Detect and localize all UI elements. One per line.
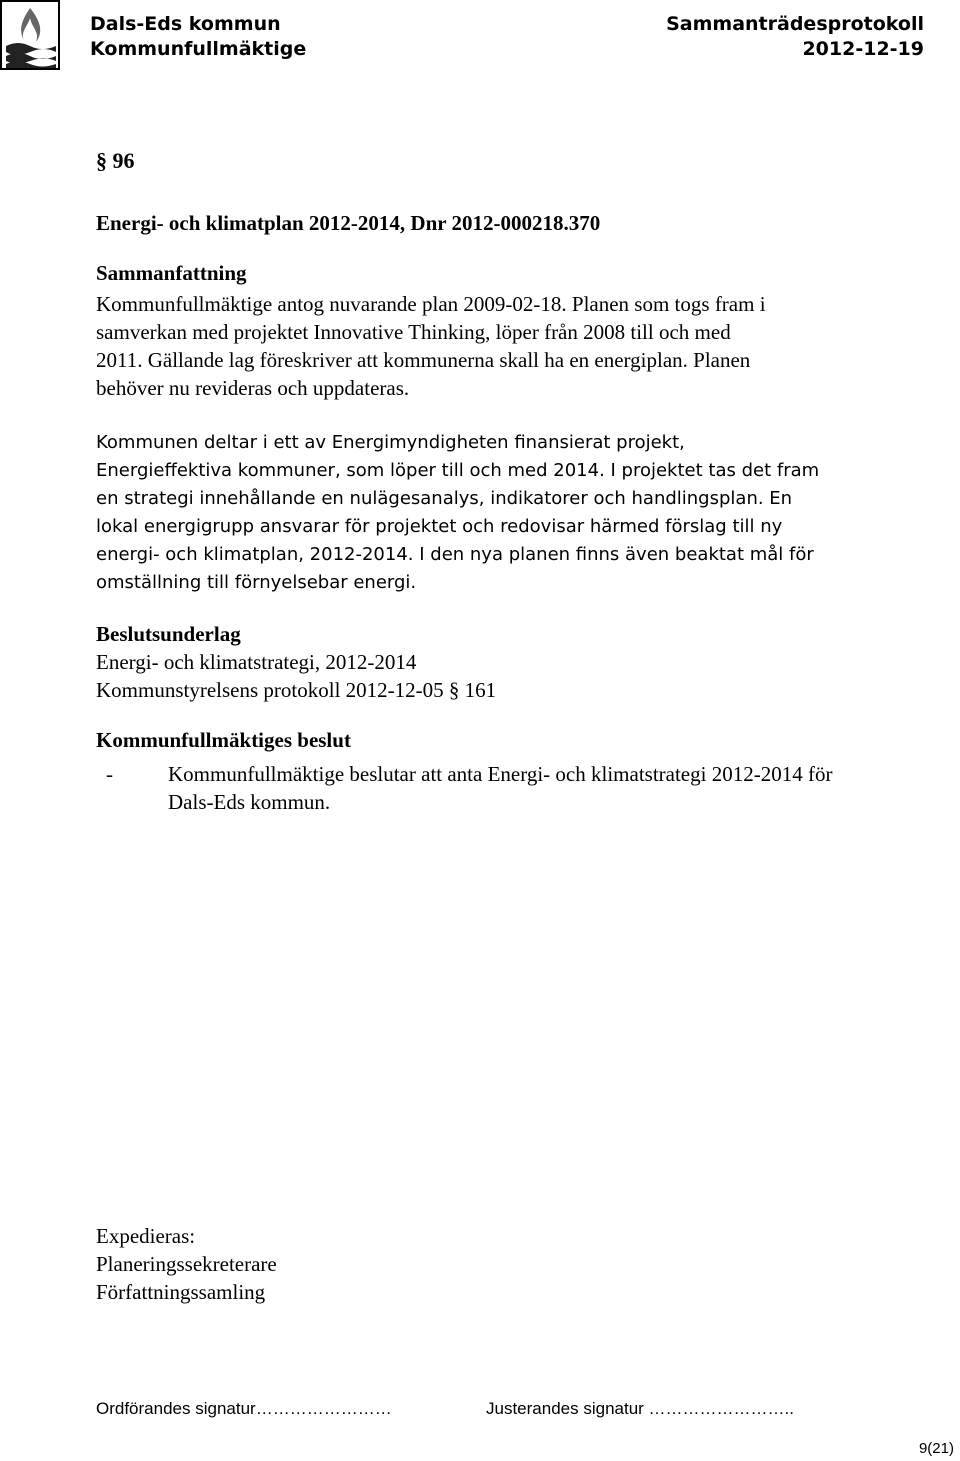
org-name: Dals-Eds kommun	[90, 13, 281, 35]
doc-type: Sammanträdesprotokoll	[666, 13, 924, 35]
basis-item: Kommunstyrelsens protokoll 2012-12-05 § 161	[96, 678, 497, 702]
page-number: 9(21)	[918, 1440, 954, 1457]
summary-line: Kommunfullmäktige antog nuvarande plan 2009-02-18. Planen som togs fram i	[96, 292, 766, 316]
dispatch-item: Planeringssekreterare	[96, 1252, 277, 1276]
dispatch-block	[96, 1222, 886, 1306]
summary-line: en strategi innehållande en nulägesanalys, indikatorer och handlingsplan. En	[96, 488, 793, 509]
header-left	[90, 13, 306, 63]
chair-signature: Ordförandes signatur……………………	[96, 1399, 392, 1418]
section-number: § 96	[96, 148, 135, 173]
summary-line: 2011. Gällande lag föreskriver att kommunerna skall ha en energiplan. Planen	[96, 348, 751, 372]
dispatch-heading: Expedieras:	[96, 1224, 196, 1248]
basis-list	[96, 648, 886, 704]
summary-line: energi- och klimatplan, 2012-2014. I den nya planen finns även beaktat mål för	[96, 544, 814, 565]
summary-line: Kommunen deltar i ett av Energimyndigheten finansierat projekt,	[96, 432, 685, 453]
basis-item: Energi- och klimatstrategi, 2012-2014	[96, 650, 417, 674]
basis-heading: Beslutsunderlag	[96, 622, 241, 646]
dispatch-item: Författningssamling	[96, 1280, 266, 1304]
decision-line: Kommunfullmäktige beslutar att anta Energi- och klimatstrategi 2012-2014 för	[168, 762, 833, 786]
list-bullet: -	[106, 762, 113, 786]
header-right	[666, 13, 924, 63]
adjuster-signature: Justerandes signatur ……………………..	[486, 1399, 794, 1418]
summary-heading: Sammanfattning	[96, 261, 247, 285]
flame-over-waves-logo	[0, 0, 70, 72]
meeting-date: 2012-12-19	[802, 38, 924, 60]
decision-heading: Kommunfullmäktiges beslut	[96, 728, 351, 752]
summary-paragraph-2	[96, 429, 886, 597]
summary-line: Energieffektiva kommuner, som löper till och med 2014. I projektet tas det fram	[96, 460, 820, 481]
summary-line: behöver nu revideras och uppdateras.	[96, 376, 410, 400]
summary-line: omställning till förnyelsebar energi.	[96, 572, 417, 593]
summary-line: samverkan med projektet Innovative Thinking, löper från 2008 till och med	[96, 320, 731, 344]
summary-paragraph-1	[96, 290, 886, 402]
summary-line: lokal energigrupp ansvarar för projektet och redovisar härmed förslag till ny	[96, 516, 783, 537]
decision-line: Dals-Eds kommun.	[168, 790, 331, 814]
section-title: Energi- och klimatplan 2012-2014, Dnr 2012-000218.370	[96, 211, 601, 235]
body-name: Kommunfullmäktige	[90, 38, 307, 60]
decision-item	[96, 760, 926, 816]
